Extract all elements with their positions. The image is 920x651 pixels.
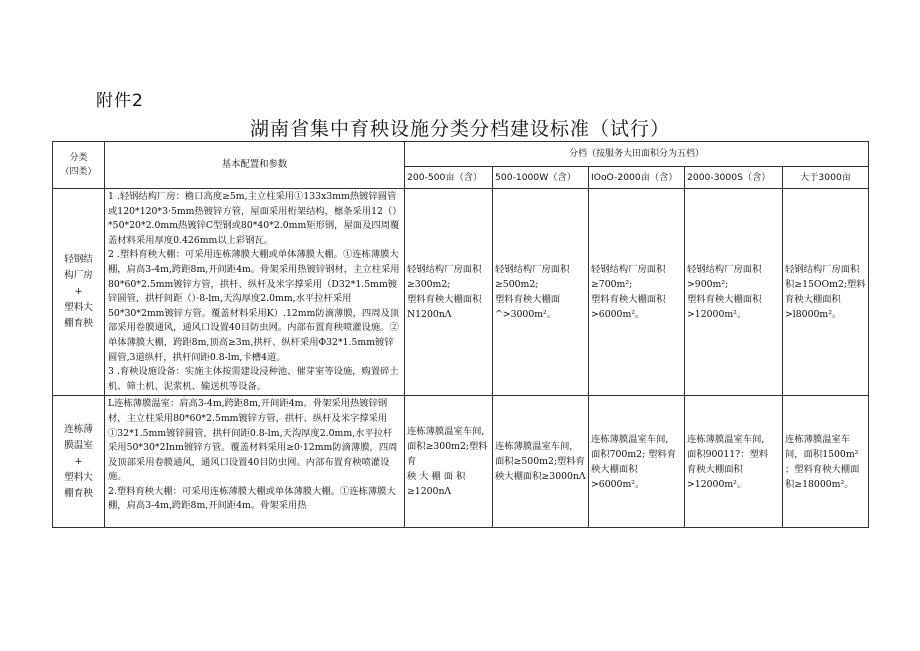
attachment-label: 附件2	[96, 91, 144, 111]
grade-line: 轻钢结构厂房面积	[785, 264, 860, 276]
grade-line: ≥1200nΛ	[407, 486, 452, 498]
table-header-row	[53, 142, 869, 167]
grade-line: N1200nΛ	[407, 309, 452, 321]
grade-line: ；塑料育秧大棚面	[785, 463, 860, 475]
config-cell	[105, 396, 405, 528]
grade-line: 面积700m2; 塑料育	[591, 448, 677, 460]
grade-cell	[783, 396, 869, 528]
grade-cell	[405, 396, 493, 528]
grade-header-1: 200-500亩（含）	[405, 167, 493, 189]
standards-table	[52, 141, 869, 528]
category-cell	[53, 396, 105, 528]
grade-cell	[685, 396, 783, 528]
grade-line: 秧大棚面积>6000m²。	[591, 463, 645, 490]
header-category-text: 分类 （四类）	[60, 153, 97, 177]
category-line: 膜温室	[64, 439, 93, 451]
grade-cell	[685, 189, 783, 396]
header-category	[53, 142, 105, 189]
grade-line: ≥500m2;	[495, 279, 539, 291]
grade-line: 连栋薄膜温室车间,	[495, 441, 573, 453]
header-basic-config: 基本配置和参数	[105, 142, 405, 189]
grade-line: ≥700m²;	[591, 279, 633, 291]
grade-line: 育秧大棚面积	[687, 463, 743, 475]
grade-line: >12000m²。	[687, 478, 747, 490]
category-line: 轻钢结	[64, 254, 93, 266]
grade-line: 塑料育秧大棚面积	[687, 294, 762, 306]
category-line: 连栋薄	[64, 423, 93, 435]
grade-line: 积≥15OOm2;塑料	[785, 279, 866, 291]
grade-cell	[493, 189, 589, 396]
category-line: 棚育秧	[64, 487, 93, 499]
category-line: +	[74, 286, 83, 298]
config-paragraph: 1 .轻钢结构厂房：檐口高度≥5m,主立柱采用①133x3mm热镀锌圆管或120*120*3·5mm热镀锌方管，屋面采用桁架结构，檩条采用12（）*50*20*2.0mm热镀锌C型钢或80*40*2.0mm矩形钢，屋面及四周覆盖材料采用厚度0.426mm以上彩钢瓦。	[108, 191, 400, 246]
grade-cell	[589, 396, 685, 528]
grade-line: >12000m²。	[687, 309, 747, 321]
grade-line: 连栋薄膜温室车间,	[687, 433, 765, 445]
grade-line: 积≥18000m²。	[785, 478, 854, 490]
grade-cell	[493, 396, 589, 528]
grade-line: 连栋薄膜温室车间,	[591, 433, 669, 445]
category-cell	[53, 189, 105, 396]
grade-line: 塑料育秧大棚面	[495, 294, 561, 306]
category-line: +	[74, 455, 83, 467]
header-grading: 分档（按服务大田面积分为五档）	[405, 142, 869, 167]
config-paragraph: 3 .育秧设施设备：实施主体按需建设浸种池、催芽室等设施，购置碎土机、筛土机、泥浆机、输送机等设备。	[108, 366, 399, 392]
grade-line: ^>3000m²。	[495, 309, 557, 321]
grade-line: 秧 大 棚 面 积	[407, 471, 466, 483]
config-paragraph: 2 .塑料育秧大棚：可采用连栋薄膜大棚或单体薄膜大棚。①连栋薄膜大棚，肩高3-4m,跨距8m,开间距4m。骨架采用热镀锌钢材，主立柱采用80*60*2.5mm镀锌方管，拱杆、纵杆及米字撑采用（D32*1.5mm镀锌圆管，拱杆间距（）·8-lm,天沟厚度2.0mm,水平拉杆采用50*30*2mm镀锌方管。覆盖材料采用K）.12mm防滴薄膜，四周及顶部采用卷膜通风，通风口设置40目防虫网。内部布置育秧喷灌设施。②单体薄膜大棚，跨距8m,顶高≥3m,拱杆、纵杆采用Φ32*1.5mm镀锌圆管,3道纵杆，拱杆间距0.8-lm,卡槽4道。	[108, 249, 400, 363]
config-cell	[105, 189, 405, 396]
grade-line: 间，面积1500m²	[785, 448, 859, 460]
grade-line: 轻钢结构厂房面积	[687, 264, 762, 276]
grade-line: 面积≥500m2;塑料育	[495, 456, 585, 468]
grade-line: 轻钢结构厂房面积	[407, 264, 482, 276]
grade-header-3: IOoO-2000亩（含）	[589, 167, 685, 189]
table-row	[53, 189, 869, 396]
category-line: 棚育秧	[64, 318, 93, 330]
category-line: 塑料大	[64, 471, 93, 483]
grade-line: 育秧大棚面积	[785, 294, 841, 306]
config-paragraph: L连栋薄膜温室：肩高3-4m,跨距8m,开间距4m。骨架采用热镀锌钢材，主立柱采用80*60*2.5mm镀锌方管，拱杆、纵杆及米字撑采用①32*1.5mm镀锌圆管，拱杆间距0.8-lm,天沟厚度2.0mm,水平拉杆采用50*30*2Inm镀锌方管。覆盖材料采用≥0·12mm防滴薄膜，四周及顶部采用卷膜通风，通风口设置40目防虫网。内部布置育秧喷灌设施。	[108, 398, 398, 483]
grade-cell	[405, 189, 493, 396]
grade-line: 秧大棚面积≥3000nΛ	[495, 471, 586, 483]
category-line: 构厂房	[64, 270, 93, 282]
grade-header-4: 2000-3000S（含）	[685, 167, 783, 189]
category-line: 塑料大	[64, 302, 93, 314]
grade-header-5: 大于3000亩	[783, 167, 869, 189]
grade-line: >l8000m²。	[785, 309, 842, 321]
grade-line: 塑料育秧大棚面积	[591, 294, 666, 306]
document-title: 湖南省集中育秧设施分类分档建设标准（试行）	[249, 118, 670, 140]
grade-line: >6000m²。	[591, 309, 645, 321]
grade-line: ≥300m2;	[407, 279, 451, 291]
grade-line: 面积≥300m2;塑料育	[407, 441, 488, 468]
grade-line: 连栋薄膜温室车	[785, 433, 851, 445]
grade-line: 面积90011?：塑料	[687, 448, 769, 460]
table-row	[53, 396, 869, 528]
grade-line: 轻钢结构厂房面积	[591, 264, 666, 276]
grade-line: 轻钢结构厂房面积	[495, 264, 570, 276]
grade-line: 塑料育秧大棚面积	[407, 294, 482, 306]
grade-line: 连栋薄膜温室车间,	[407, 426, 485, 438]
grade-cell	[783, 189, 869, 396]
config-paragraph: 2.塑料育秧大棚：可采用连栋薄膜大棚或单体薄膜大棚。①连栋薄膜大棚，肩高3-4m,跨距8m,开间距4m。骨架采用热	[108, 485, 396, 512]
grade-header-2: 500-1000W（含）	[493, 167, 589, 189]
grade-cell	[589, 189, 685, 396]
grade-line: >900m²;	[687, 279, 729, 291]
